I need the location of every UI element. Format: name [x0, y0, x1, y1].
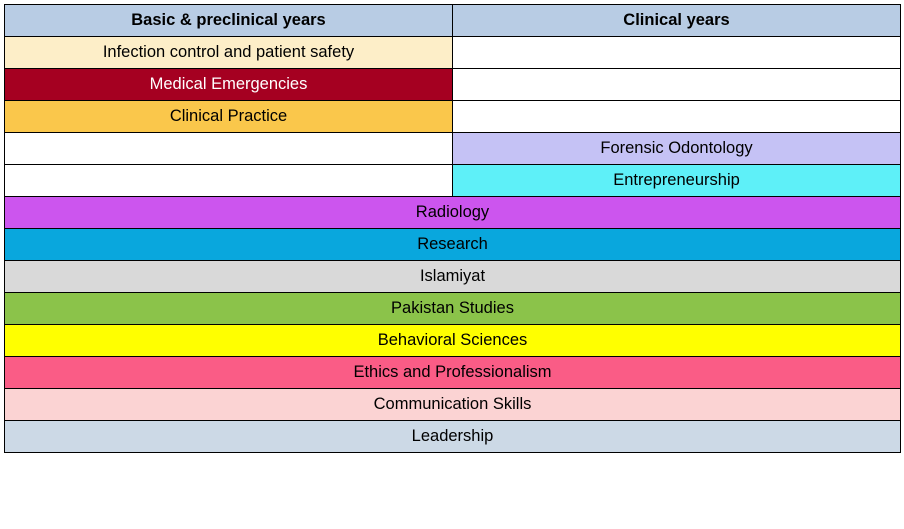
cell-shared-leadership: Leadership: [5, 421, 901, 453]
column-header-basic-and-preclinical-years: Basic & preclinical years: [5, 5, 453, 37]
table-row: [5, 69, 901, 101]
table-header-row: [5, 5, 901, 37]
cell-basic-infection-control-and-patient-safety: Infection control and patient safety: [5, 37, 453, 69]
cell-clinical-forensic-odontology: Forensic Odontology: [453, 133, 901, 165]
cell-clinical-blank: [453, 101, 901, 133]
table-row: [5, 261, 901, 293]
table-row: [5, 229, 901, 261]
table-row: [5, 165, 901, 197]
cell-basic-clinical-practice: Clinical Practice: [5, 101, 453, 133]
cell-clinical-blank: [453, 69, 901, 101]
cell-shared-behavioral-sciences: Behavioral Sciences: [5, 325, 901, 357]
cell-shared-islamiyat: Islamiyat: [5, 261, 901, 293]
table-row: [5, 421, 901, 453]
curriculum-table: [4, 4, 901, 453]
table-row: [5, 37, 901, 69]
curriculum-table-body: [5, 5, 901, 453]
cell-clinical-entrepreneurship: Entrepreneurship: [453, 165, 901, 197]
cell-basic-blank: [5, 133, 453, 165]
cell-shared-ethics-and-professionalism: Ethics and Professionalism: [5, 357, 901, 389]
table-row: [5, 133, 901, 165]
cell-shared-research: Research: [5, 229, 901, 261]
cell-basic-blank: [5, 165, 453, 197]
curriculum-table-container: [0, 4, 904, 529]
cell-shared-radiology: Radiology: [5, 197, 901, 229]
table-row: [5, 389, 901, 421]
cell-basic-medical-emergencies: Medical Emergencies: [5, 69, 453, 101]
cell-shared-communication-skills: Communication Skills: [5, 389, 901, 421]
table-row: [5, 101, 901, 133]
column-header-clinical-years: Clinical years: [453, 5, 901, 37]
table-row: [5, 357, 901, 389]
table-row: [5, 197, 901, 229]
cell-clinical-blank: [453, 37, 901, 69]
cell-shared-pakistan-studies: Pakistan Studies: [5, 293, 901, 325]
table-row: [5, 293, 901, 325]
table-row: [5, 325, 901, 357]
